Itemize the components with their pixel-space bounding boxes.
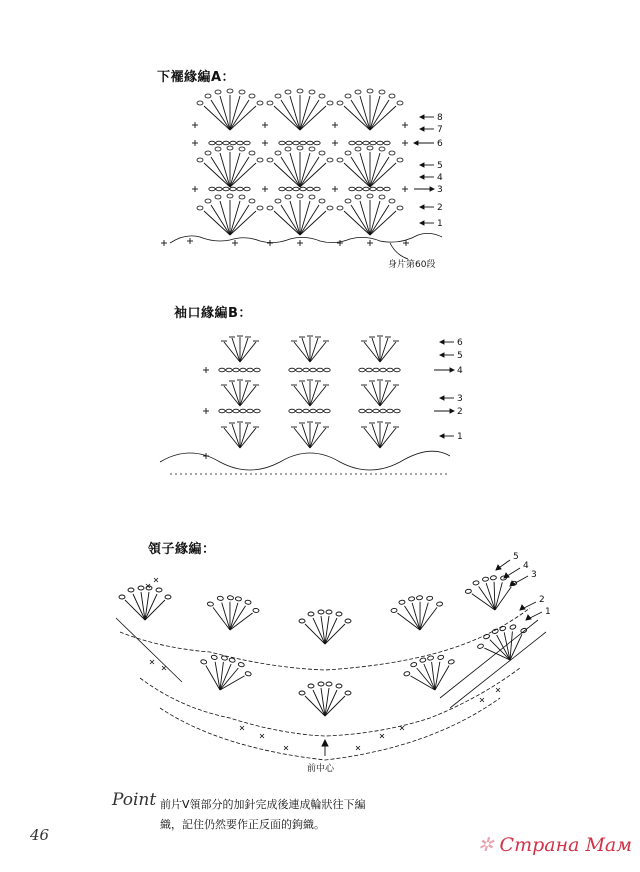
collar-row-label-4: 4 bbox=[523, 561, 529, 571]
hem-row-label-7: 7 bbox=[437, 125, 443, 135]
hem-row-label-2: 2 bbox=[437, 203, 443, 213]
cuff-row-label-3: 3 bbox=[457, 394, 463, 404]
cuff-row-label-5: 5 bbox=[457, 351, 463, 361]
hem-crochet-chart bbox=[150, 85, 470, 270]
cuff-row-label-2: 2 bbox=[457, 407, 463, 417]
hem-row-label-8: 8 bbox=[437, 113, 443, 123]
note-line-1: 前片V領部分的加針完成後連成輪狀往下編 bbox=[160, 798, 366, 811]
note-text bbox=[160, 795, 400, 835]
collar-crochet-chart bbox=[100, 548, 560, 786]
collar-annotation: 前中心 bbox=[307, 764, 335, 774]
hem-row-label-6: 6 bbox=[437, 139, 443, 149]
cuff-row-label-4: 4 bbox=[457, 366, 463, 376]
cuff-row-label-1: 1 bbox=[457, 432, 463, 442]
star-icon: ✲ bbox=[477, 834, 494, 856]
collar-title: 領子緣編： bbox=[148, 542, 216, 557]
hem-annotation: 身片第60段 bbox=[388, 260, 436, 270]
watermark-text: Страна Мам bbox=[499, 834, 632, 856]
cuff-crochet-chart bbox=[150, 322, 470, 492]
page-number: 46 bbox=[30, 826, 50, 844]
hem-row-label-4: 4 bbox=[437, 173, 443, 183]
collar-row-label-1: 1 bbox=[545, 607, 551, 617]
collar-row-label-2: 2 bbox=[539, 595, 545, 605]
hem-row-label-5: 5 bbox=[437, 161, 443, 171]
watermark-logo bbox=[478, 834, 632, 856]
hem-row-label-3: 3 bbox=[437, 185, 443, 195]
note-line-2: 織，記住仍然要作正反面的鉤織。 bbox=[160, 818, 325, 831]
collar-row-label-3: 3 bbox=[531, 570, 537, 580]
cuff-row-label-6: 6 bbox=[457, 338, 463, 348]
cuff-title: 袖口緣編B： bbox=[174, 306, 252, 321]
hem-row-label-1: 1 bbox=[437, 219, 443, 229]
hem-title: 下襬緣編A： bbox=[157, 70, 236, 85]
point-label: Point bbox=[112, 790, 157, 810]
collar-row-label-5: 5 bbox=[513, 552, 519, 562]
